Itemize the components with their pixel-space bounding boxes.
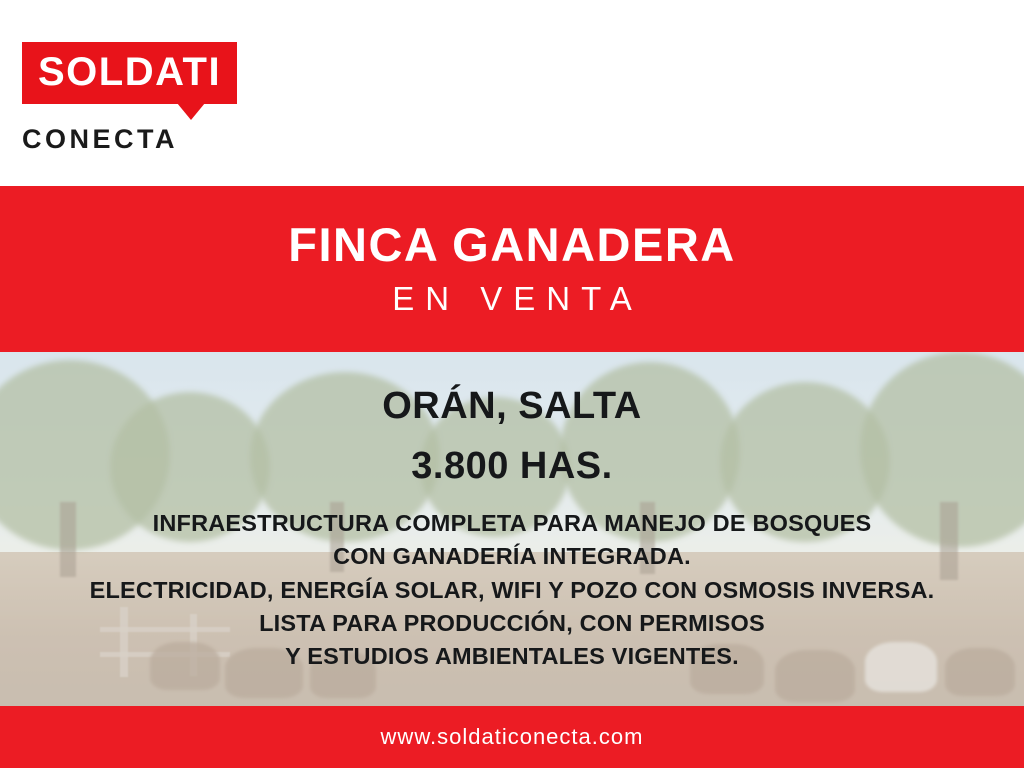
website-url[interactable]: www.soldaticonecta.com	[380, 724, 644, 749]
brand-logo	[22, 42, 262, 153]
logo-subtitle: CONECTA	[22, 124, 178, 154]
feature-line: LISTA PARA PRODUCCIÓN, CON PERMISOS	[259, 610, 765, 637]
logo-badge	[22, 42, 237, 104]
listing-location: ORÁN, SALTA	[382, 385, 642, 427]
feature-line: ELECTRICIDAD, ENERGÍA SOLAR, WIFI Y POZO CON OSMOSIS INVERSA.	[89, 576, 935, 603]
feature-line: INFRAESTRUCTURA COMPLETA PARA MANEJO DE BOSQUES	[152, 510, 872, 536]
logo-wordmark: SOLDATI	[38, 50, 222, 94]
feature-line: Y ESTUDIOS AMBIENTALES VIGENTES.	[285, 643, 739, 670]
headline-banner	[0, 186, 1024, 352]
banner-subtitle: EN VENTA	[392, 279, 643, 317]
poster-footer	[0, 706, 1024, 768]
feature-line: CON GANADERÍA INTEGRADA.	[333, 543, 691, 570]
listing-features	[0, 507, 1024, 674]
listing-size: 3.800 HAS.	[411, 445, 613, 487]
poster-header	[0, 0, 1024, 186]
logo-pin-tail-icon	[177, 103, 205, 120]
banner-title: FINCA GANADERA	[288, 218, 736, 272]
